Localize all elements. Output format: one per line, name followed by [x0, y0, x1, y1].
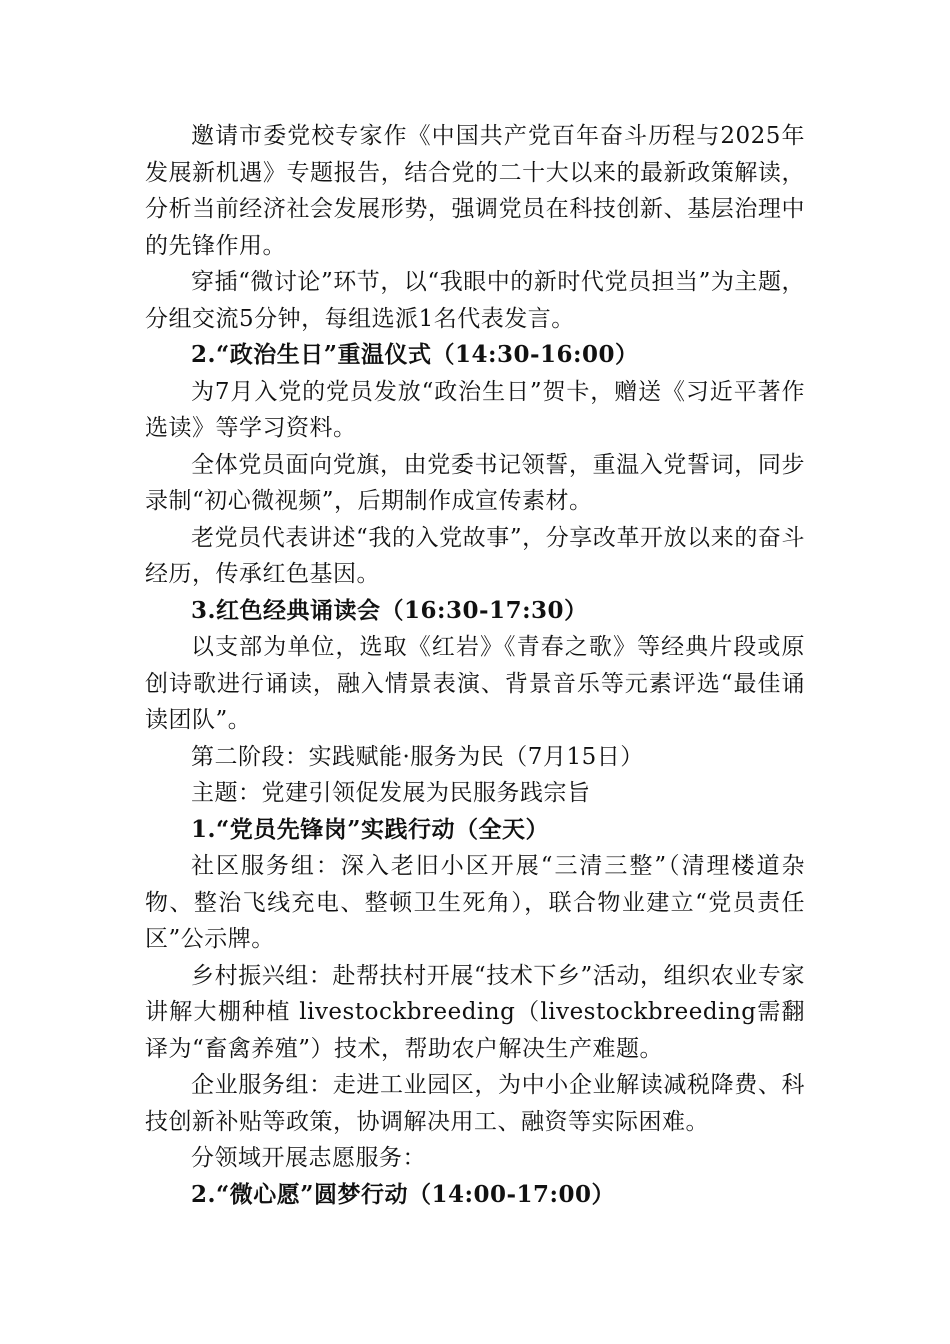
paragraph-expert-report: 邀请市委党校专家作《中国共产党百年奋斗历程与2025年发展新机遇》专题报告，结合党的二十大以来的最新政策解读，分析当前经济社会发展形势，强调党员在科技创新、基层治理中的先锋作用。 [145, 123, 805, 259]
paragraph-birthday-cards: 为7月入党的党员发放“政治生日”贺卡，赠送《习近平著作选读》等学习资料。 [145, 378, 805, 441]
section-heading-political-birthday: 2.“政治生日”重温仪式（14:30-16:00） [191, 341, 639, 368]
paragraph-veteran-story: 老党员代表讲述“我的入党故事”，分享改革开放以来的奋斗经历，传承红色基因。 [145, 524, 805, 587]
paragraph-micro-discussion: 穿插“微讨论”环节，以“我眼中的新时代党员担当”为主题，分组交流5分钟，每组选派1名代表发言。 [145, 269, 805, 332]
paragraph-community-service: 社区服务组：深入老旧小区开展“三清三整”（清理楼道杂物、整治飞线充电、整顿卫生死角），联合物业建立“党员责任区”公示牌。 [145, 853, 805, 952]
paragraph-rural-revitalization: 乡村振兴组：赴帮扶村开展“技术下乡”活动，组织农业专家讲解大棚种植 livestockbreeding（livestockbreeding需翻译为“畜禽养殖”）技术，帮助农户解决生产难题。 [145, 962, 805, 1062]
paragraph-oath-renewal: 全体党员面向党旗，由党委书记领誓，重温入党誓词，同步录制“初心微视频”，后期制作成宣传素材。 [145, 451, 805, 514]
stage-two-theme: 主题：党建引领促发展为民服务践宗旨 [191, 780, 591, 806]
section-heading-micro-wish: 2.“微心愿”圆梦行动（14:00-17:00） [191, 1180, 616, 1208]
paragraph-reading-contest: 以支部为单位，选取《红岩》《青春之歌》等经典片段或原创诗歌进行诵读，融入情景表演、背景音乐等元素评选“最佳诵读团队”。 [145, 634, 805, 733]
section-heading-vanguard-post: 1.“党员先锋岗”实践行动（全天） [191, 815, 549, 843]
document-body [145, 118, 805, 1213]
stage-two-title: 第二阶段：实践赋能·服务为民（7月15日） [191, 743, 644, 770]
section-heading-classic-reading: 3.红色经典诵读会（16:30-17:30） [191, 596, 588, 624]
paragraph-enterprise-service: 企业服务组：走进工业园区，为中小企业解读减税降费、科技创新补贴等政策，协调解决用工、融资等实际困难。 [145, 1072, 805, 1135]
paragraph-volunteer-intro: 分领域开展志愿服务： [191, 1145, 426, 1171]
